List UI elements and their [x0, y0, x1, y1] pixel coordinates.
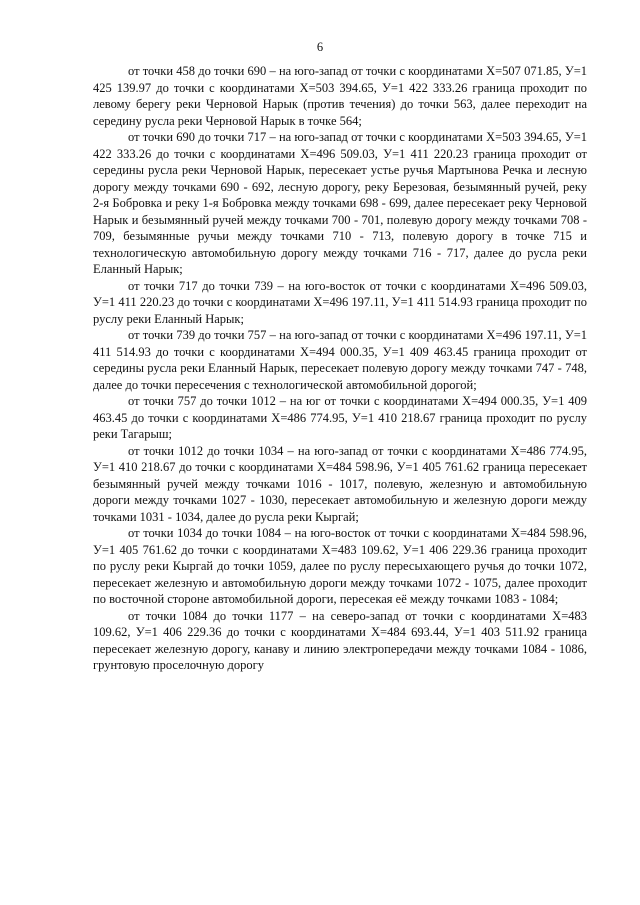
- paragraph-1034-1084: от точки 1034 до точки 1084 – на юго-восток от точки с координатами Х=484 598.96, У=1 405 761.62 до точки с координатами Х=483 109.62, У=1 406 229.36 граница проходит по руслу реки Кыргай до точки 1059, далее по руслу пересыхающего ручья до точки 1072, пересекает железную и автомобильную дороги между точками 1072 - 1075, далее проходит по восточной стороне автомобильной дороги, пересекая её между точками 1083 - 1084;: [93, 526, 587, 606]
- paragraph-1084-1177: от точки 1084 до точки 1177 – на северо-запад от точки с координатами Х=483 109.62, У=1 406 229.36 до точки с координатами Х=484 693.44, У=1 403 511.92 граница пересекает железную дорогу, канаву и линию электропередачи между точками 1084 - 1086, грунтовую проселочную дорогу: [93, 608, 587, 672]
- paragraph-757-1012: от точки 757 до точки 1012 – на юг от точки с координатами Х=494 000.35, У=1 409 463.45 до точки с координатами Х=486 774.95, У=1 410 218.67 граница проходит по руслу реки Тагарыш;: [93, 394, 587, 441]
- paragraph-739-757: от точки 739 до точки 757 – на юго-запад от точки с координатами Х=496 197.11, У=1 411 514.93 до точки с координатами Х=494 000.35, У=1 409 463.45 граница проходит от середины русла реки Еланный Нарык, пересекает полевую дорогу между точками 747 - 748, далее до точки пересечения с технологической автомобильной дорогой;: [93, 328, 587, 392]
- paragraph-458-690: от точки 458 до точки 690 – на юго-запад от точки с координатами Х=507 071.85, У=1 425 139.97 до точки с координатами Х=503 394.65, У=1 422 333.26 граница проходит по левому берегу реки Черновой Нарык (против течения) до точки 563, далее переходит на середину русла реки Черновой Нарык в точке 564;: [93, 64, 587, 128]
- paragraph-690-717: от точки 690 до точки 717 – на юго-запад от точки с координатами Х=503 394.65, У=1 422 333.26 до точки с координатами Х=496 509.03, У=1 411 220.23 граница проходит от середины русла реки Черновой Нарык, пересекает устье ручья Мартынова Речка и лесную дорогу между точками 690 - 692, лесную дорогу, реку Березовая, безымянный ручей, реку 2-я Бобровка и реку 1-я Бобровка между точками 698 - 699, далее пересекает реку Черновой Нарык и безымянный ручей между точками 700 - 701, полевую дорогу между точками 708 - 709, безымянные ручьи между точками 710 - 713, полевую дорогу в точке 715 и технологическую автомобильную дорогу между точками 716 - 717, далее до русла реки Еланный Нарык;: [93, 130, 587, 276]
- paragraph-717-739: от точки 717 до точки 739 – на юго-восток от точки с координатами Х=496 509.03, У=1 411 220.23 до точки с координатами Х=496 197.11, У=1 411 514.93 граница проходит по руслу реки Еланный Нарык;: [93, 278, 587, 326]
- paragraph-1012-1034: от точки 1012 до точки 1034 – на юго-запад от точки с координатами Х=486 774.95, У=1 410 218.67 до точки с координатами Х=484 598.96, У=1 405 761.62 граница пересекает безымянный ручей между точками 1016 - 1017, полевую, железную и автомобильную дороги между точками 1027 - 1030, пересекает автомобильную и железную дороги между точками 1031 - 1034, далее до русла реки Кыргай;: [93, 443, 587, 524]
- page-number: 6: [316, 40, 324, 54]
- document-body: [93, 63, 587, 674]
